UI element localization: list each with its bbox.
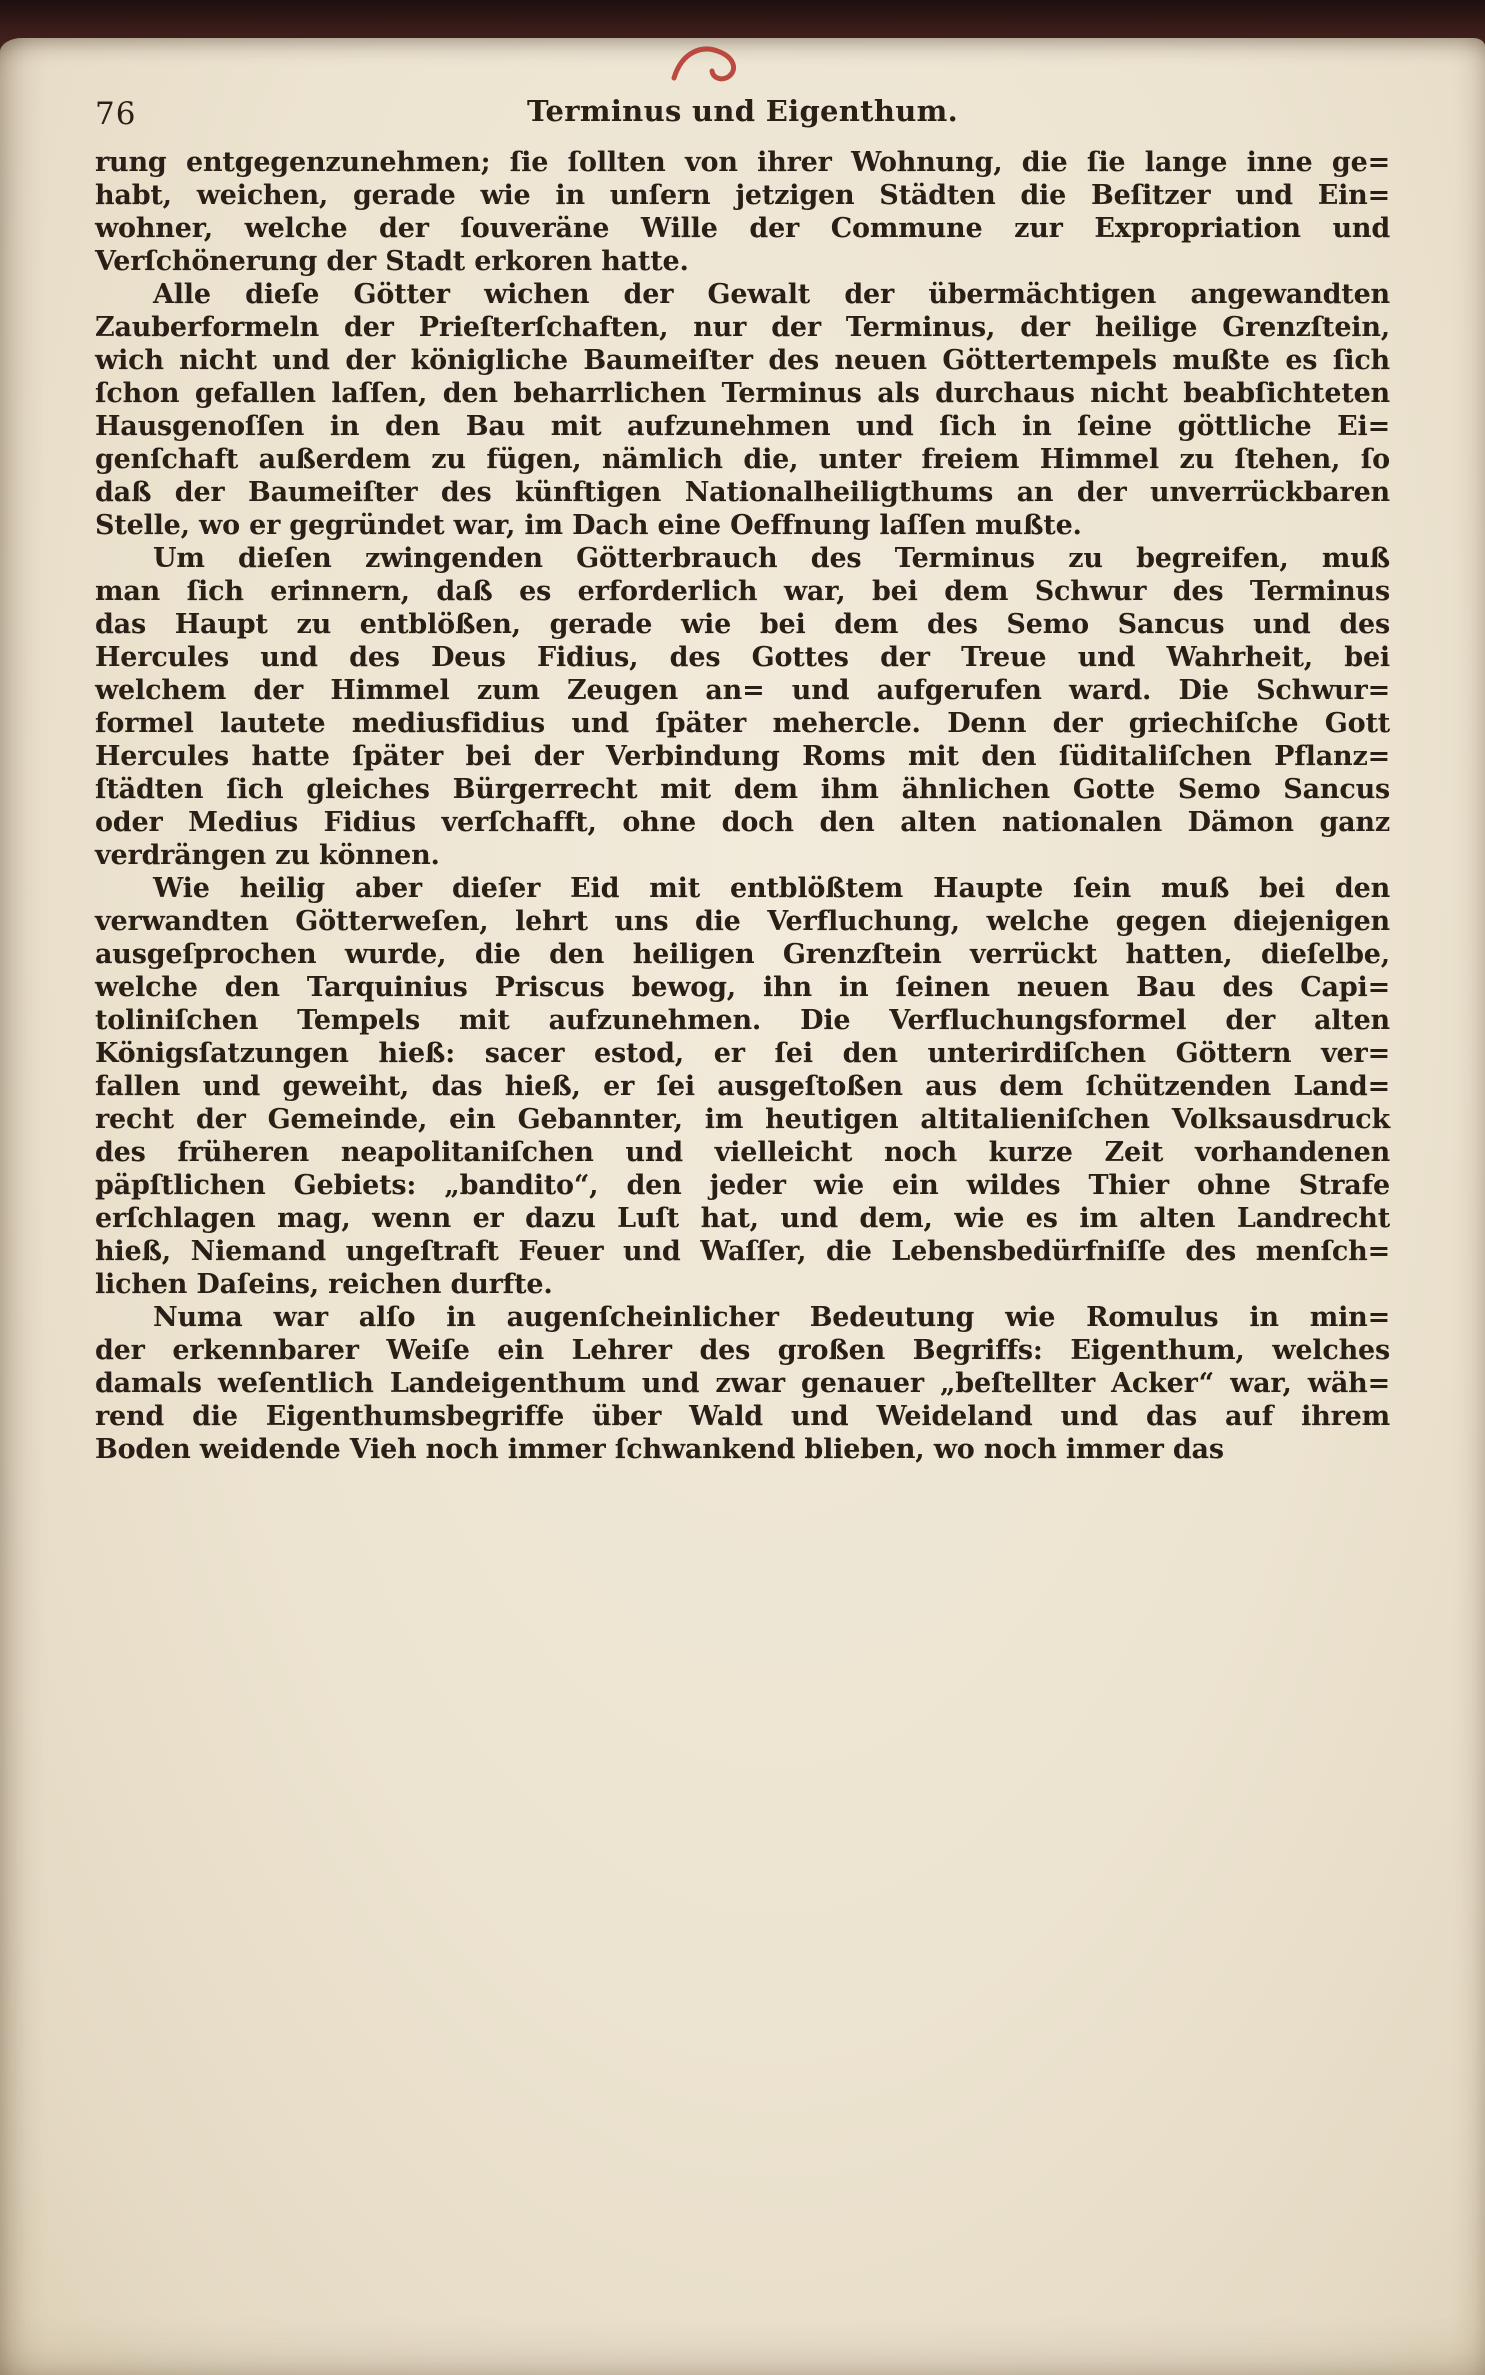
text-line: Numa war alſo in augenſcheinlicher Bedeutung wie Romulus in min= — [153, 1302, 1390, 1333]
paragraph — [95, 146, 1390, 278]
text-line: Stelle, wo er gegründet war, im Dach eine Oeffnung laſſen mußte. — [95, 510, 1082, 541]
text-line: man ſich erinnern, daß es erforderlich war, bei dem Schwur des Terminus — [95, 576, 1390, 607]
paragraph — [95, 278, 1390, 542]
text-line: lichen Daſeins, reichen durfte. — [95, 1269, 553, 1300]
text-block — [95, 146, 1390, 1466]
text-line: Königsſatzungen hieß: sacer estod, er ſei den unterirdiſchen Göttern ver= — [95, 1038, 1390, 1069]
text-line: ausgeſprochen wurde, die den heiligen Grenzſtein verrückt hatten, dieſelbe, — [95, 939, 1390, 970]
text-line: Zauberformeln der Prieſterſchaften, nur der Terminus, der heilige Grenzſtein, — [95, 312, 1390, 343]
page-header — [95, 94, 1390, 134]
text-line: ſtädten ſich gleiches Bürgerrecht mit dem ihm ähnlichen Gotte Semo Sancus — [95, 774, 1390, 805]
text-line: verdrängen zu können. — [95, 840, 440, 871]
text-line: wich nicht und der königliche Baumeiſter des neuen Göttertempels mußte es ſich — [95, 345, 1390, 376]
text-line: erſchlagen mag, wenn er dazu Luſt hat, und dem, wie es im alten Landrecht — [95, 1203, 1390, 1234]
text-line: daß der Baumeiſter des künftigen Nationalheiligthums an der unverrückbaren — [95, 477, 1390, 508]
text-line: genſchaft außerdem zu fügen, nämlich die, unter freiem Himmel zu ſtehen, ſo — [95, 444, 1390, 475]
text-line: welche den Tarquinius Priscus bewog, ihn in ſeinen neuen Bau des Capi= — [95, 972, 1390, 1003]
text-line: Boden weidende Vieh noch immer ſchwankend blieben, wo noch immer das — [95, 1434, 1224, 1465]
paragraph — [95, 872, 1390, 1301]
text-line: Hausgenoſſen in den Bau mit aufzunehmen und ſich in ſeine göttliche Ei= — [95, 411, 1390, 442]
text-line: recht der Gemeinde, ein Gebannter, im heutigen altitalieniſchen Volksausdruck — [95, 1104, 1390, 1135]
text-line: hieß, Niemand ungeſtraft Feuer und Waſſer, die Lebensbedürfniſſe des menſch= — [95, 1236, 1390, 1267]
running-header: Terminus und Eigenthum. — [527, 94, 958, 128]
text-line: toliniſchen Tempels mit aufzunehmen. Die Verfluchungsformel der alten — [95, 1005, 1390, 1036]
text-line: verwandten Götterweſen, lehrt uns die Verfluchung, welche gegen diejenigen — [95, 906, 1390, 937]
text-line: Verſchönerung der Stadt erkoren hatte. — [95, 246, 689, 277]
text-line: welchem der Himmel zum Zeugen an= und aufgerufen ward. Die Schwur= — [95, 675, 1390, 706]
text-line: Wie heilig aber dieſer Eid mit entblößtem Haupte ſein muß bei den — [153, 873, 1390, 904]
text-line: Um dieſen zwingenden Götterbrauch des Terminus zu begreifen, muß — [153, 543, 1390, 574]
text-line: rend die Eigenthumsbegriffe über Wald und Weideland und das auf ihrem — [95, 1401, 1390, 1432]
text-line: formel lautete mediusfidius und ſpäter mehercle. Denn der griechiſche Gott — [95, 708, 1390, 739]
paragraph — [95, 1301, 1390, 1466]
text-line: des früheren neapolitaniſchen und vielleicht noch kurze Zeit vorhandenen — [95, 1137, 1390, 1168]
text-line: rung entgegenzunehmen; ſie ſollten von ihrer Wohnung, die ſie lange inne ge= — [95, 147, 1390, 178]
red-ink-mark — [668, 42, 758, 92]
text-line: ſchon gefallen laſſen, den beharrlichen Terminus als durchaus nicht beabſichteten — [95, 378, 1390, 409]
text-line: Alle dieſe Götter wichen der Gewalt der übermächtigen angewandten — [153, 279, 1390, 310]
text-line: Hercules und des Deus Fidius, des Gottes der Treue und Wahrheit, bei — [95, 642, 1390, 673]
book-page — [0, 38, 1485, 2375]
page-number: 76 — [95, 96, 137, 132]
text-line: Hercules hatte ſpäter bei der Verbindung Roms mit den ſüditaliſchen Pflanz= — [95, 741, 1390, 772]
text-line: fallen und geweiht, das hieß, er ſei ausgeſtoßen aus dem ſchützenden Land= — [95, 1071, 1390, 1102]
text-line: oder Medius Fidius verſchafft, ohne doch den alten nationalen Dämon ganz — [95, 807, 1390, 838]
text-line: damals weſentlich Landeigenthum und zwar genauer „beſtellter Acker“ war, wäh= — [95, 1368, 1390, 1399]
text-line: habt, weichen, gerade wie in unſern jetzigen Städten die Beſitzer und Ein= — [95, 180, 1390, 211]
paragraph — [95, 542, 1390, 872]
text-line: wohner, welche der ſouveräne Wille der Commune zur Expropriation und — [95, 213, 1390, 244]
text-line: der erkennbarer Weiſe ein Lehrer des großen Begriffs: Eigenthum, welches — [95, 1335, 1390, 1366]
text-line: das Haupt zu entblößen, gerade wie bei dem des Semo Sancus und des — [95, 609, 1390, 640]
text-line: päpſtlichen Gebiets: „bandito“, den jeder wie ein wildes Thier ohne Strafe — [95, 1170, 1390, 1201]
